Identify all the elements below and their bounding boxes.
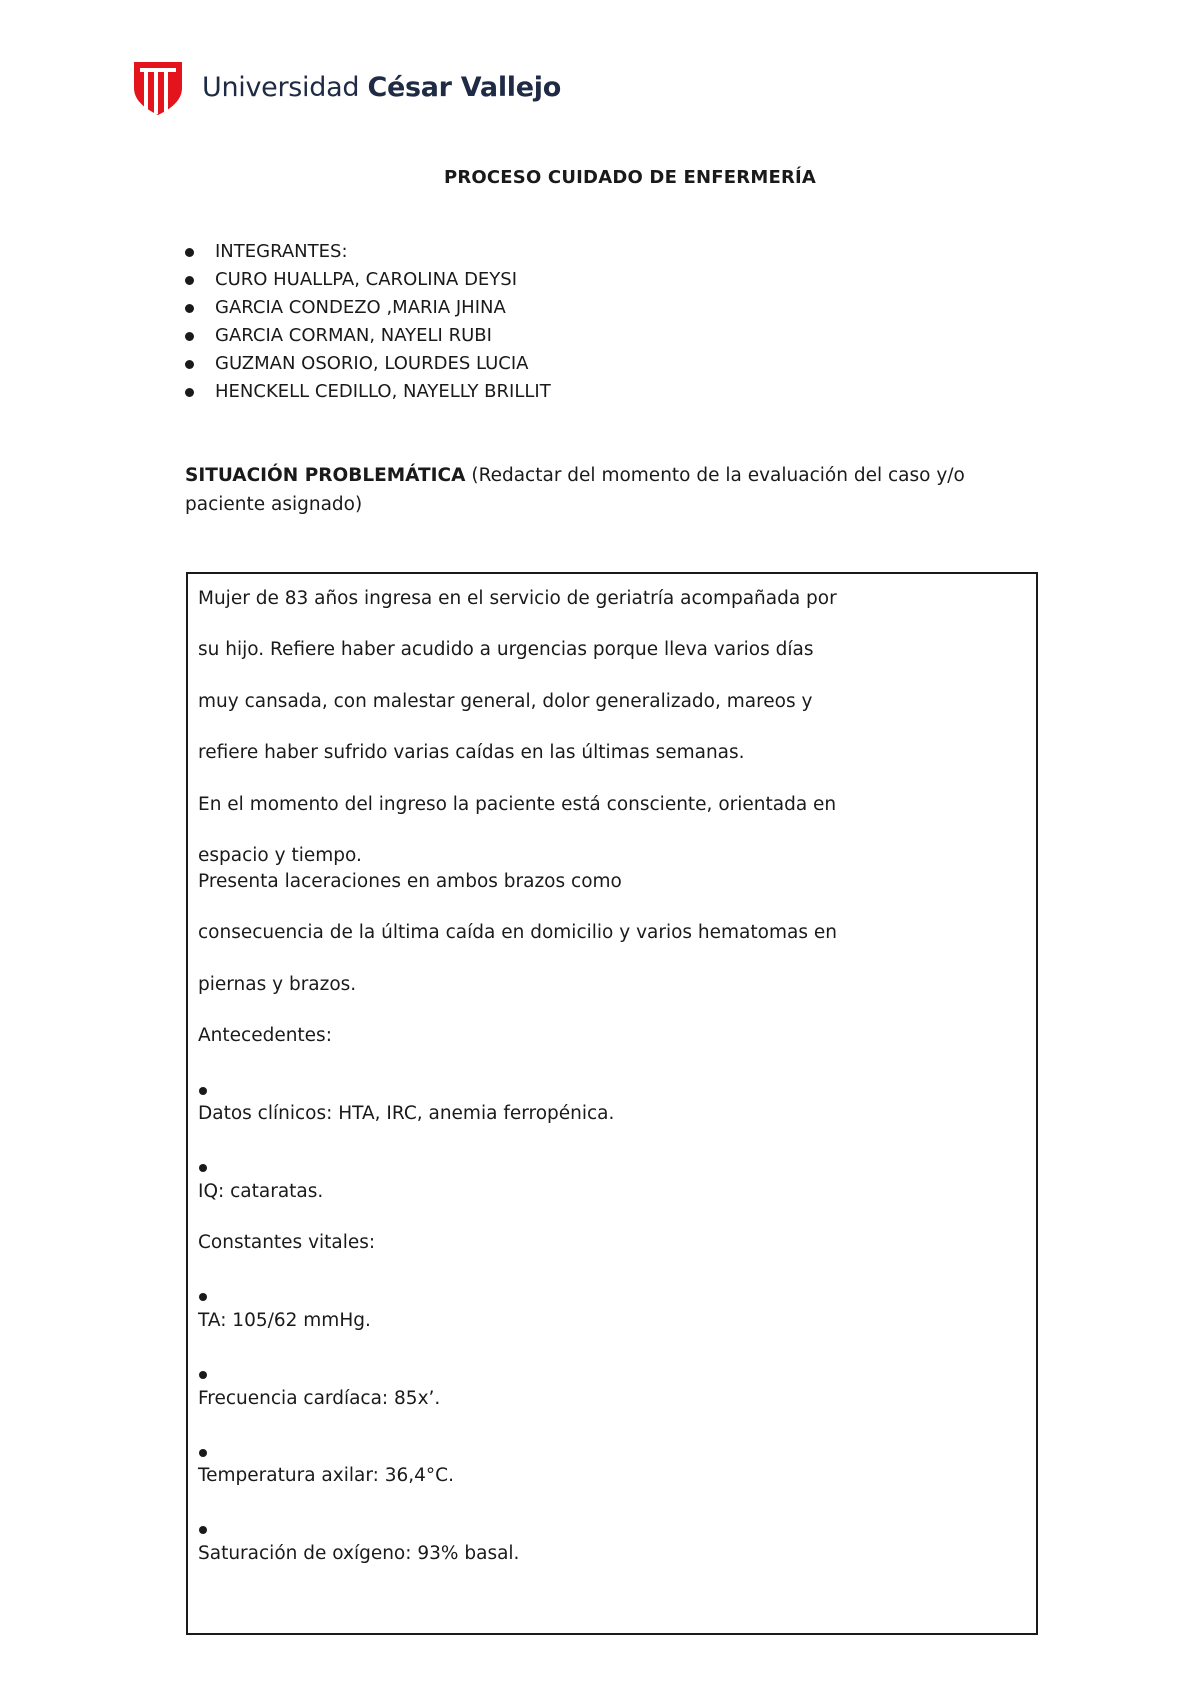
university-logo — [132, 58, 561, 116]
case-text-line: su hijo. Refiere haber acudido a urgencias porque lleva varios días — [198, 639, 814, 660]
situation-instruction: (Redactar del momento de la evaluación del caso y/o paciente asignado) — [185, 465, 965, 515]
bullet-icon — [185, 388, 194, 397]
vital-sign-item: TA: 105/62 mmHg. — [198, 1310, 371, 1331]
bullet-icon — [199, 1526, 207, 1534]
university-name — [202, 72, 561, 103]
bullet-icon — [185, 360, 194, 369]
situation-label: SITUACIÓN PROBLEMÁTICA — [185, 465, 466, 486]
member-name: CURO HUALLPA, CAROLINA DEYSI — [215, 269, 518, 290]
case-text-line: consecuencia de la última caída en domicilio y varios hematomas en — [198, 922, 837, 943]
member-name: GARCIA CORMAN, NAYELI RUBI — [215, 325, 492, 346]
vital-sign-item: Frecuencia cardíaca: 85x’. — [198, 1388, 441, 1409]
bullet-icon — [199, 1164, 207, 1172]
case-text-line: piernas y brazos. — [198, 974, 357, 995]
antecedente-item: IQ: cataratas. — [198, 1181, 324, 1202]
list-item — [185, 350, 551, 378]
bullet-icon — [199, 1087, 207, 1095]
case-text-line: Presenta laceraciones en ambos brazos como — [198, 871, 622, 892]
case-text-line: En el momento del ingreso la paciente está consciente, orientada en — [198, 794, 837, 815]
bullet-icon — [185, 304, 194, 313]
bullet-icon — [185, 332, 194, 341]
bullet-icon — [199, 1371, 207, 1379]
case-text-line: refiere haber sufrido varias caídas en las últimas semanas. — [198, 742, 745, 763]
university-name-regular: Universidad — [202, 71, 360, 103]
university-name-bold: César Vallejo — [367, 71, 561, 103]
member-name: GUZMAN OSORIO, LOURDES LUCIA — [215, 353, 529, 374]
case-text-line: muy cansada, con malestar general, dolor generalizado, mareos y — [198, 691, 813, 712]
document-title: PROCESO CUIDADO DE ENFERMERÍA — [443, 167, 817, 188]
case-text-line: Mujer de 83 años ingresa en el servicio de geriatría acompañada por — [198, 588, 837, 609]
university-shield-icon — [132, 58, 184, 116]
vital-sign-item: Temperatura axilar: 36,4°C. — [198, 1465, 454, 1486]
bullet-icon — [199, 1449, 207, 1457]
list-item — [185, 238, 551, 266]
antecedente-item: Datos clínicos: HTA, IRC, anemia ferropénica. — [198, 1103, 615, 1124]
antecedentes-heading: Antecedentes: — [198, 1025, 332, 1046]
case-text-line: espacio y tiempo. — [198, 845, 362, 866]
vital-sign-item: Saturación de oxígeno: 93% basal. — [198, 1543, 520, 1564]
vitals-heading: Constantes vitales: — [198, 1232, 376, 1253]
member-name: GARCIA CONDEZO ,MARIA JHINA — [215, 297, 506, 318]
situation-heading — [185, 461, 1045, 519]
bullet-icon — [185, 276, 194, 285]
bullet-icon — [185, 248, 194, 257]
list-item — [185, 294, 551, 322]
case-description-box — [186, 572, 1038, 1635]
member-name: HENCKELL CEDILLO, NAYELLY BRILLIT — [215, 381, 551, 402]
members-list — [185, 238, 551, 406]
bullet-icon — [199, 1293, 207, 1301]
list-item — [185, 266, 551, 294]
list-item — [185, 378, 551, 406]
members-heading: INTEGRANTES: — [215, 241, 348, 262]
list-item — [185, 322, 551, 350]
